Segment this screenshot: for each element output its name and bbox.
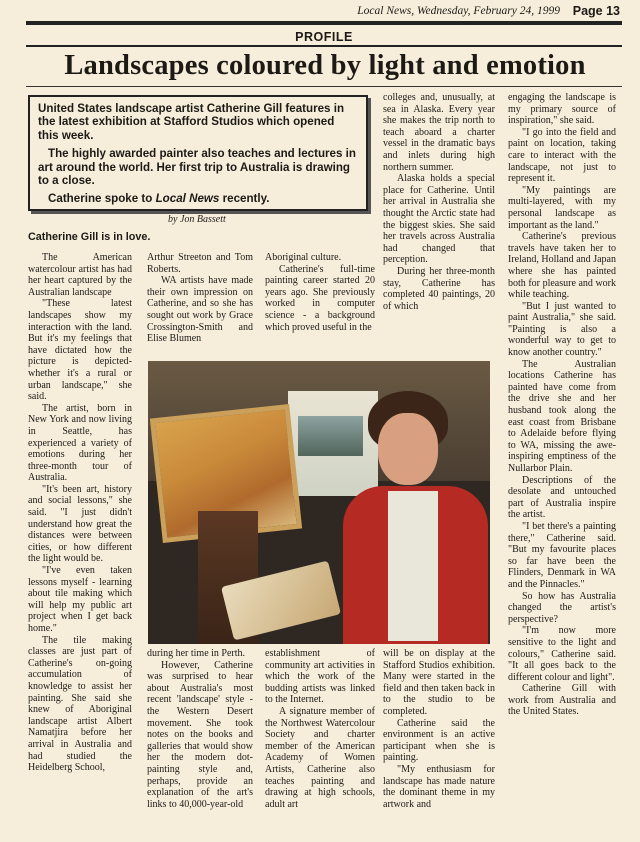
paragraph: So how has Australia changed the artist's perspective? <box>508 590 616 625</box>
paragraph: Catherine's full-time painting career started 20 years ago. She previously worked in computer science - a background which proved useful in the <box>265 263 375 333</box>
paragraph: during her time in Perth. <box>147 648 246 659</box>
column-2-bottom <box>147 648 253 810</box>
photo-caption: Catherine Gill with work from Australia and the United States. <box>508 683 616 718</box>
headline: Landscapes coloured by light and emotion <box>64 50 586 81</box>
byline: by Jon Bassett <box>168 214 226 225</box>
paragraph: Catherine's previous travels have taken her to Ireland, Holland and Japan where she has painted both for pleasure and work while teaching. <box>508 231 616 301</box>
paragraph: The artist, born in New York and now living in Seattle, has experienced a variety of emotions during her three-month tour of Australia. <box>28 402 132 484</box>
newspaper-name: Local News <box>155 192 220 206</box>
paragraph: WA artists have made their own impression on Catherine, and so she has sought out work by Grace Crossington-Smith and Elise Blumen <box>147 275 253 345</box>
paragraph: "I'm now more sensitive to the light and colours," Catherine said. "It all goes back to the different colour and light". <box>508 625 616 683</box>
dateline: Local News, Wednesday, February 24, 1999 <box>357 5 560 17</box>
paragraph: "These latest landscapes show my interaction with the land. But it's my feelings that have dictated how the picture is depicted- whether it's a rural or urban landscape," she said. <box>28 298 132 403</box>
top-rule <box>26 21 622 25</box>
intro-text-end: recently. <box>219 192 270 206</box>
headline-rule <box>26 86 622 87</box>
paragraph: will be on display at the Stafford Studios exhibition. Many were started in the field and then taken back in to the studio to be completed. <box>383 648 495 717</box>
section-label: PROFILE <box>295 30 353 44</box>
paragraph: Aboriginal culture. <box>265 252 342 263</box>
paragraph: "I've even taken lessons myself - learning about tile making which will help my public art project when I get back home." <box>28 565 132 634</box>
intro-paragraph-1: United States landscape artist Catherine Gill features in the latest exhibition at Stafford Studios which opened this week. <box>38 102 345 142</box>
paragraph: Arthur Streeton and Tom Roberts. <box>147 252 253 275</box>
paragraph: Descriptions of the desolate and untouched part of Australia inspire the artist. <box>508 474 616 521</box>
intro-text: Catherine spoke to <box>48 192 156 206</box>
kicker: Catherine Gill is in love. <box>28 231 151 243</box>
paragraph: Catherine said the environment is an active participant when she is painting. <box>383 717 495 764</box>
column-4-top <box>383 92 495 312</box>
paragraph: "I go into the field and paint on location, taking care to interact with the landscape, not just to represent it. <box>508 126 616 185</box>
column-3-bottom <box>265 648 375 810</box>
paragraph: establishment of community art activities in which the work of the budding artists was linked to the Internet. <box>265 648 375 706</box>
masthead <box>30 4 620 20</box>
paragraph: The Australian locations Catherine has painted have come from the drive she and her husband took along the east coast from Brisbane to Adelaide before flying to WA, missing the awe-inspiring emptiness of the Nullarbor Plain. <box>508 358 616 474</box>
intro-box <box>28 95 368 211</box>
paragraph: "My enthusiasm for landscape has made nature the dominant theme in my artwork and <box>383 763 495 810</box>
paragraph: The American watercolour artist has had her heart captured by the Australian landscape <box>28 252 132 298</box>
paragraph: colleges and, unusually, at sea in Alaska. Every year she makes the trip north to teach aboard a charter vessel in the dramatic bays and inlets during high northern summer. <box>383 92 495 173</box>
paragraph: During her three-month stay, Catherine has completed 40 paintings, 20 of which <box>383 265 495 312</box>
paragraph: "My paintings are multi-layered, with my personal landscape as important as the land." <box>508 184 616 231</box>
page-number: Page 13 <box>572 4 620 18</box>
paragraph: "But I just wanted to paint Australia," she said. "Painting is also a wonderful way to get to know another country." <box>508 300 616 359</box>
paragraph: Alaska holds a special place for Catherine. Until her arrival in Australia she thought the Arctic state had the biggest skies. She said her travels across Australia had changed that perception. <box>383 173 495 266</box>
paragraph: However, Catherine was surprised to hear about Australia's most recent 'landscape' style - the Western Desert movement. She took notes on the books and galleries that would show her the modern dot-painting style and, perhaps, provide an explanation of the art's links to 40,000-year-old <box>147 659 253 810</box>
artist-figure <box>338 391 488 644</box>
section-rule <box>26 45 622 47</box>
artist-photo <box>148 361 490 644</box>
paragraph: engaging the landscape is my primary source of inspiration," she said. <box>508 92 616 127</box>
column-3-top <box>265 252 375 333</box>
paragraph: The tile making classes are just part of Catherine's on-going accumulation of knowledge to assist her painting. She said she knew of Aboriginal landscape artist Albert Namatjira before her arrival in Australia and had studied the Heidelberg School, <box>28 634 132 774</box>
column-4-bottom <box>383 648 495 810</box>
column-5 <box>508 92 616 718</box>
column-1 <box>28 252 132 774</box>
paragraph: "It's been art, history and social lessons," she said. "I just didn't understand how great the distances were between cities, or how different the light would be. <box>28 483 132 565</box>
intro-paragraph-2: The highly awarded painter also teaches and lectures in art around the world. Her first trip to Australia is drawing to a close. <box>38 147 356 188</box>
paragraph: A signature member of the Northwest Watercolour Society and charter member of the American Academy of Women Artists, Catherine also teaches painting and drawing at high schools, adult art <box>265 705 375 810</box>
intro-paragraph-3 <box>38 192 358 205</box>
column-2-top <box>147 252 253 345</box>
paragraph: "I bet there's a painting there," Catherine said. "But my favourite places so far have been the Flinders, Denmark in WA and the Pinnacles." <box>508 520 616 590</box>
